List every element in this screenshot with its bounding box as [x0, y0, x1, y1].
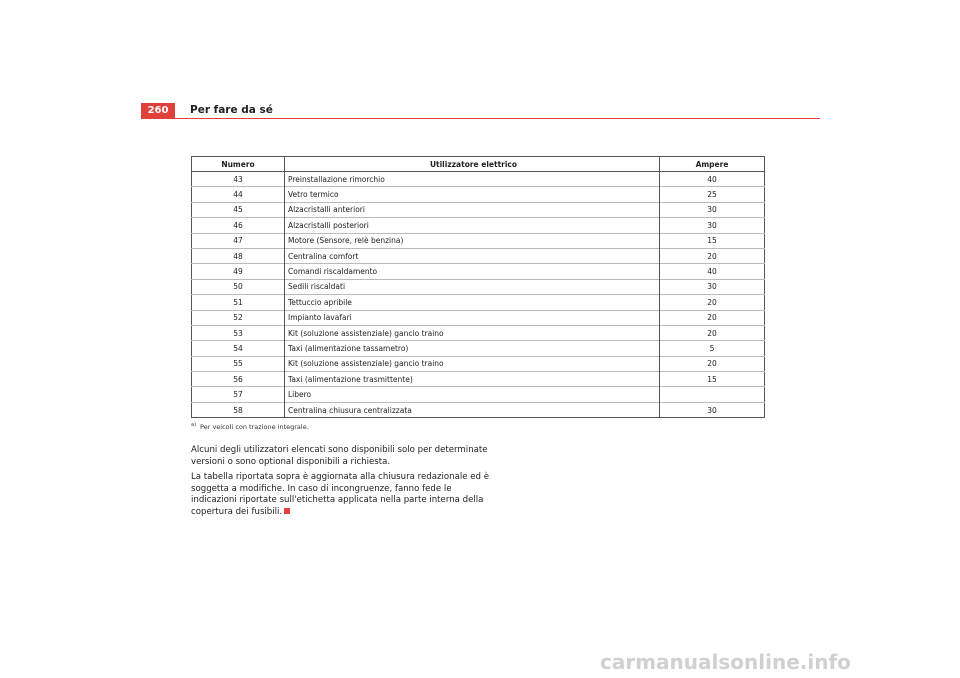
table-row [192, 233, 765, 248]
cell-numero: 44 [192, 187, 285, 202]
table-row [192, 264, 765, 279]
cell-ampere: 20 [660, 295, 765, 310]
cell-numero: 46 [192, 218, 285, 233]
cell-numero: 47 [192, 233, 285, 248]
cell-utilizzatore: Comandi riscaldamento [285, 264, 660, 279]
cell-utilizzatore: Alzacristalli anteriori [285, 202, 660, 217]
table-row [192, 387, 765, 402]
watermark-text: carmanualsonline.info [600, 650, 851, 674]
cell-numero: 58 [192, 402, 285, 417]
section-title: Per fare da sé [190, 104, 273, 116]
cell-numero: 54 [192, 341, 285, 356]
table-row [192, 202, 765, 217]
table-row [192, 295, 765, 310]
paragraph-update-note [191, 472, 491, 518]
fuse-table-body [192, 172, 765, 418]
table-row [192, 279, 765, 294]
table-row [192, 172, 765, 187]
cell-ampere: 20 [660, 310, 765, 325]
cell-numero: 48 [192, 248, 285, 263]
cell-ampere: 5 [660, 341, 765, 356]
cell-ampere: 15 [660, 233, 765, 248]
cell-numero: 51 [192, 295, 285, 310]
footnote-marker: a) [191, 422, 197, 428]
paragraph-update-text: La tabella riportata sopra è aggiornata alla chiusura redazionale ed è soggetta a modifiche. In caso di incongruenze, fanno fede le indicazioni riportate sull'etichetta applicata nella parte interna della copertura dei fusibili. [191, 472, 490, 517]
cell-numero: 50 [192, 279, 285, 294]
column-header-ampere: Ampere [660, 157, 765, 172]
cell-utilizzatore: Vetro termico [285, 187, 660, 202]
table-row [192, 402, 765, 417]
cell-ampere: 20 [660, 248, 765, 263]
cell-utilizzatore: Impianto lavafari [285, 310, 660, 325]
column-header-numero: Numero [192, 157, 285, 172]
cell-utilizzatore: Alzacristalli posteriori [285, 218, 660, 233]
footnote-text: Per veicoli con trazione integrale. [200, 423, 309, 432]
cell-ampere: 15 [660, 372, 765, 387]
cell-ampere: 40 [660, 172, 765, 187]
cell-utilizzatore: Taxi (alimentazione trasmittente) [285, 372, 660, 387]
cell-ampere: 30 [660, 279, 765, 294]
header-divider [141, 118, 820, 119]
table-row [192, 187, 765, 202]
table-row [192, 372, 765, 387]
end-of-section-mark [284, 508, 290, 514]
cell-numero: 49 [192, 264, 285, 279]
cell-numero: 57 [192, 387, 285, 402]
table-row [192, 325, 765, 340]
cell-ampere: 30 [660, 202, 765, 217]
cell-utilizzatore: Kit (soluzione assistenziale) gancio traino [285, 356, 660, 371]
cell-numero: 56 [192, 372, 285, 387]
cell-ampere: 30 [660, 402, 765, 417]
cell-ampere: 20 [660, 356, 765, 371]
cell-ampere: 30 [660, 218, 765, 233]
cell-ampere: 40 [660, 264, 765, 279]
cell-numero: 45 [192, 202, 285, 217]
table-row [192, 248, 765, 263]
cell-ampere: 25 [660, 187, 765, 202]
cell-utilizzatore: Motore (Sensore, relè benzina) [285, 233, 660, 248]
cell-numero: 55 [192, 356, 285, 371]
table-header-row [192, 157, 765, 172]
table-row [192, 310, 765, 325]
cell-utilizzatore: Centralina chiusura centralizzata [285, 402, 660, 417]
cell-utilizzatore: Kit (soluzione assistenziale) gancio traino [285, 325, 660, 340]
cell-utilizzatore: Sedili riscaldati [285, 279, 660, 294]
cell-ampere [660, 387, 765, 402]
table-footnote [191, 422, 309, 431]
cell-utilizzatore: Centralina comfort [285, 248, 660, 263]
cell-utilizzatore: Tettuccio apribile [285, 295, 660, 310]
table-row [192, 218, 765, 233]
page-number-badge: 260 [141, 103, 175, 119]
cell-numero: 53 [192, 325, 285, 340]
cell-utilizzatore: Taxi (alimentazione tassametro) [285, 341, 660, 356]
fuse-table [191, 156, 765, 418]
cell-numero: 52 [192, 310, 285, 325]
cell-ampere: 20 [660, 325, 765, 340]
table-row [192, 341, 765, 356]
cell-numero: 43 [192, 172, 285, 187]
table-row [192, 356, 765, 371]
column-header-utilizzatore: Utilizzatore elettrico [285, 157, 660, 172]
cell-utilizzatore: Libero [285, 387, 660, 402]
paragraph-availability: Alcuni degli utilizzatori elencati sono disponibili solo per determinate versioni o sono optional disponibili a richiesta. [191, 445, 488, 467]
cell-utilizzatore: Preinstallazione rimorchio [285, 172, 660, 187]
